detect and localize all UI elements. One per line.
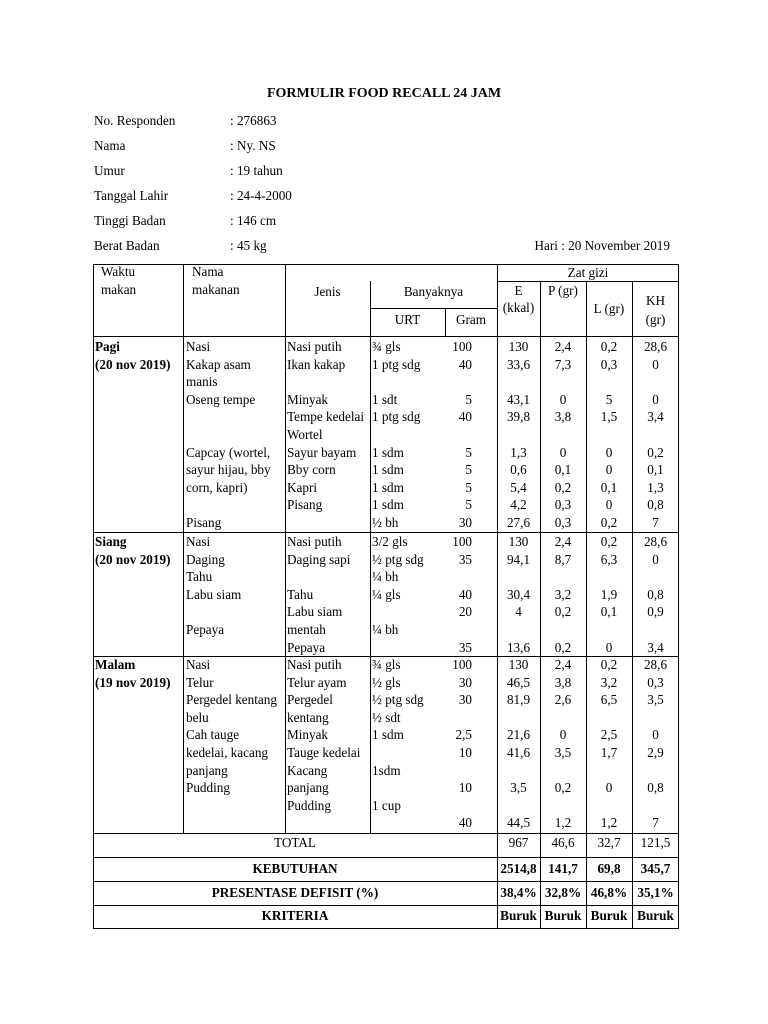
- cell-lemak: 0: [605, 444, 613, 460]
- cell-gram: 30: [458, 692, 472, 708]
- cell-protein: 2,4: [554, 339, 572, 354]
- cell-lemak: 5: [605, 391, 613, 407]
- summary-label: TOTAL: [274, 835, 316, 850]
- cell-gram: 2,5: [455, 727, 472, 743]
- info-value: : 276863: [230, 113, 277, 128]
- cell-nama-makanan: Kakap asam: [186, 356, 251, 372]
- cell-gram: 5: [465, 391, 472, 407]
- cell-jenis: Pudding: [287, 797, 331, 813]
- meal-date-label: (20 nov 2019): [95, 356, 171, 372]
- cell-protein: 0: [559, 727, 567, 743]
- cell-urt: 1 sdm: [372, 444, 404, 460]
- cell-lemak: 0: [605, 780, 613, 796]
- cell-jenis: Pisang: [287, 497, 323, 513]
- cell-gram: 30: [458, 674, 472, 690]
- cell-gram: 10: [458, 780, 472, 796]
- summary-label: KEBUTUHAN: [252, 861, 338, 876]
- cell-lemak: 0,3: [600, 356, 618, 372]
- cell-jenis: Bby corn: [287, 462, 336, 478]
- cell-gram: 40: [458, 409, 472, 425]
- cell-protein: 0,1: [554, 462, 572, 478]
- cell-jenis: Daging sapi: [287, 551, 351, 567]
- cell-protein: 2,6: [554, 692, 572, 708]
- cell-jenis: Kapri: [287, 479, 318, 495]
- summary-lemak: 69,8: [597, 861, 621, 876]
- cell-jenis: kentang: [287, 709, 329, 725]
- cell-protein: 0: [559, 391, 567, 407]
- cell-nama-makanan: corn, kapri): [186, 479, 248, 495]
- cell-jenis: Tempe kedelai: [287, 409, 365, 425]
- cell-gram: 5: [465, 444, 472, 460]
- cell-urt: ½ ptg sdg: [372, 551, 424, 567]
- cell-energi: 43,1: [506, 391, 531, 407]
- cell-energi: 27,6: [506, 515, 531, 530]
- cell-protein: 0,2: [554, 479, 572, 495]
- header-karbohidrat: KH (gr): [645, 293, 666, 327]
- cell-karbohidrat: 0,3: [647, 674, 664, 690]
- cell-urt: 1 sdt: [372, 391, 398, 407]
- cell-protein: 0,2: [554, 780, 572, 796]
- cell-energi: 1,3: [510, 444, 527, 460]
- cell-karbohidrat: 28,6: [643, 339, 668, 354]
- cell-lemak: 0: [605, 639, 613, 655]
- cell-energi: 33,6: [506, 356, 531, 372]
- cell-protein: 0,3: [554, 515, 572, 530]
- cell-jenis: Wortel: [287, 427, 323, 442]
- cell-lemak: 0,1: [600, 604, 618, 620]
- cell-nama-makanan: Pergedel kentang: [186, 692, 277, 708]
- cell-protein: 0: [559, 444, 567, 460]
- cell-urt: 1 cup: [372, 797, 401, 813]
- cell-nama-makanan: manis: [186, 374, 218, 390]
- cell-nama-makanan: Nasi: [186, 657, 211, 672]
- cell-energi: 5,4: [510, 479, 527, 495]
- cell-nama-makanan: sayur hijau, bby: [186, 462, 271, 478]
- cell-urt: ½ bh: [372, 515, 399, 530]
- summary-protein: 32,8%: [544, 885, 582, 900]
- cell-energi: 44,5: [506, 815, 531, 831]
- header-protein: P (gr): [548, 283, 578, 298]
- cell-urt: 1 ptg sdg: [372, 356, 421, 372]
- cell-jenis: Nasi putih: [287, 339, 342, 354]
- cell-urt: ¼ bh: [372, 622, 399, 637]
- cell-karbohidrat: 2,9: [647, 745, 664, 760]
- cell-energi: 94,1: [506, 551, 531, 567]
- cell-gram: 35: [458, 639, 472, 655]
- cell-jenis: Pergedel: [287, 692, 333, 708]
- cell-lemak: 1,9: [600, 586, 618, 602]
- summary-energi: 967: [508, 835, 529, 850]
- cell-energi: 30,4: [506, 586, 531, 602]
- cell-protein: 7,3: [554, 356, 572, 372]
- cell-nama-makanan: Pudding: [186, 780, 230, 796]
- cell-jenis: Minyak: [287, 727, 329, 743]
- cell-karbohidrat: 7: [652, 815, 659, 831]
- cell-gram: 40: [458, 356, 472, 372]
- header-banyaknya: Banyaknya: [403, 284, 464, 299]
- cell-gram: 10: [458, 745, 472, 760]
- cell-karbohidrat: 7: [652, 515, 659, 530]
- cell-protein: 0,2: [554, 604, 572, 620]
- summary-energi: 2514,8: [500, 861, 537, 876]
- cell-urt: 1 sdm: [372, 462, 404, 478]
- meal-date-label: (20 nov 2019): [95, 551, 171, 567]
- cell-lemak: 1,5: [600, 409, 618, 425]
- cell-protein: 3,5: [554, 745, 572, 760]
- cell-gram: 40: [458, 586, 472, 602]
- cell-jenis: panjang: [287, 780, 329, 796]
- cell-nama-makanan: belu: [186, 709, 209, 725]
- cell-lemak: 6,3: [600, 551, 618, 567]
- cell-protein: 1,2: [554, 815, 572, 831]
- cell-protein: 3,8: [554, 409, 572, 425]
- cell-karbohidrat: 0,8: [647, 497, 664, 513]
- cell-nama-makanan: kedelai, kacang: [186, 745, 269, 760]
- cell-karbohidrat: 3,4: [647, 409, 664, 425]
- header-waktu-makan: Waktu makan: [101, 264, 137, 297]
- cell-nama-makanan: Nasi: [186, 534, 211, 549]
- cell-protein: 3,8: [554, 674, 572, 690]
- cell-karbohidrat: 0: [652, 356, 659, 372]
- summary-lemak: 32,7: [597, 835, 621, 850]
- cell-nama-makanan: panjang: [186, 762, 228, 778]
- cell-energi: 130: [508, 657, 529, 672]
- cell-energi: 4,2: [510, 497, 527, 513]
- summary-karbohidrat: 35,1%: [637, 885, 674, 900]
- cell-gram: 5: [465, 479, 472, 495]
- cell-lemak: 2,5: [600, 727, 618, 743]
- summary-label: KRITERIA: [261, 908, 329, 923]
- summary-energi: Buruk: [500, 908, 537, 923]
- cell-energi: 130: [508, 534, 529, 549]
- cell-energi: 81,9: [506, 692, 531, 708]
- header-urt: URT: [394, 312, 421, 327]
- cell-nama-makanan: Capcay (wortel,: [186, 444, 271, 460]
- cell-urt: 3/2 gls: [372, 534, 408, 549]
- cell-lemak: 0,1: [600, 479, 618, 495]
- cell-gram: 40: [458, 815, 472, 831]
- cell-jenis: mentah: [287, 622, 326, 637]
- cell-karbohidrat: 28,6: [643, 534, 668, 549]
- cell-energi: 21,6: [506, 727, 531, 743]
- cell-protein: 2,4: [554, 534, 572, 549]
- cell-urt: ¼ bh: [372, 569, 399, 585]
- cell-karbohidrat: 0: [652, 551, 659, 567]
- cell-gram: 100: [452, 657, 472, 672]
- cell-urt: 1sdm: [372, 762, 401, 778]
- cell-lemak: 0: [605, 462, 613, 478]
- cell-lemak: 0,2: [600, 534, 618, 549]
- cell-lemak: 3,2: [600, 674, 618, 690]
- meal-time-label: Siang: [95, 534, 127, 549]
- cell-nama-makanan: Daging: [186, 551, 225, 567]
- cell-lemak: 1,2: [600, 815, 618, 831]
- summary-protein: 46,6: [551, 835, 575, 850]
- cell-urt: ¾ gls: [372, 339, 401, 354]
- meal-time-label: Malam: [95, 657, 136, 672]
- summary-karbohidrat: Buruk: [637, 908, 674, 923]
- meal-time-label: Pagi: [95, 339, 120, 354]
- cell-lemak: 0,2: [600, 339, 618, 354]
- cell-protein: 0,3: [554, 497, 572, 513]
- cell-gram: 20: [458, 604, 472, 620]
- cell-urt: ¼ gls: [372, 586, 401, 602]
- cell-jenis: Kacang: [287, 762, 328, 778]
- cell-jenis: Ikan kakap: [287, 356, 346, 372]
- cell-nama-makanan: Tahu: [186, 569, 213, 585]
- header-gram: Gram: [455, 312, 487, 327]
- cell-urt: 1 sdm: [372, 497, 404, 513]
- cell-jenis: Labu siam: [287, 604, 343, 620]
- cell-karbohidrat: 28,6: [643, 657, 668, 672]
- info-label: Berat Badan: [94, 238, 160, 253]
- cell-protein: 0,2: [554, 639, 572, 655]
- cell-nama-makanan: Telur: [186, 674, 214, 690]
- cell-nama-makanan: Pepaya: [186, 622, 225, 637]
- cell-karbohidrat: 0,8: [647, 586, 664, 602]
- cell-gram: 100: [452, 534, 472, 549]
- cell-jenis: Pepaya: [287, 639, 326, 655]
- cell-karbohidrat: 3,4: [647, 639, 664, 655]
- cell-jenis: Nasi putih: [287, 534, 342, 549]
- cell-karbohidrat: 0,1: [647, 462, 664, 478]
- cell-urt: ½ ptg sdg: [372, 692, 424, 708]
- header-jenis: Jenis: [314, 284, 341, 299]
- info-label: Tinggi Badan: [94, 213, 166, 228]
- cell-protein: 8,7: [554, 551, 572, 567]
- info-label: Nama: [94, 138, 126, 153]
- summary-lemak: Buruk: [590, 908, 628, 923]
- header-energi: E (kkal): [502, 283, 535, 315]
- cell-energi: 130: [508, 339, 529, 354]
- meal-date-label: (19 nov 2019): [95, 674, 171, 690]
- cell-urt: ½ gls: [372, 674, 401, 690]
- info-value: : 24-4-2000: [230, 188, 292, 203]
- cell-energi: 39,8: [506, 409, 531, 425]
- header-lemak: L (gr): [593, 301, 625, 316]
- cell-energi: 3,5: [510, 780, 527, 796]
- cell-nama-makanan: Nasi: [186, 339, 211, 354]
- cell-lemak: 0,2: [600, 657, 618, 672]
- cell-lemak: 0: [605, 497, 613, 513]
- cell-gram: 100: [452, 339, 472, 354]
- info-value: : 19 tahun: [230, 163, 283, 178]
- cell-karbohidrat: 0,8: [647, 780, 664, 796]
- summary-lemak: 46,8%: [590, 885, 628, 900]
- cell-karbohidrat: 0: [652, 727, 659, 743]
- cell-karbohidrat: 0,9: [647, 604, 664, 620]
- cell-lemak: 0,2: [600, 515, 618, 530]
- cell-urt: 1 sdm: [372, 479, 404, 495]
- summary-energi: 38,4%: [500, 885, 537, 900]
- info-value: : 45 kg: [230, 238, 267, 253]
- cell-jenis: Minyak: [287, 391, 329, 407]
- cell-karbohidrat: 0: [652, 391, 659, 407]
- cell-nama-makanan: Cah tauge: [186, 727, 240, 743]
- cell-jenis: Nasi putih: [287, 657, 342, 672]
- cell-gram: 5: [465, 497, 472, 513]
- info-label: No. Responden: [94, 113, 176, 128]
- summary-karbohidrat: 345,7: [640, 861, 671, 876]
- cell-urt: 1 sdm: [372, 727, 404, 743]
- cell-energi: 4: [515, 604, 522, 620]
- info-label: Umur: [94, 163, 125, 178]
- cell-urt: ½ sdt: [372, 709, 401, 725]
- cell-jenis: Sayur bayam: [287, 444, 357, 460]
- cell-gram: 5: [465, 462, 472, 478]
- cell-lemak: 6,5: [600, 692, 618, 708]
- info-label: Tanggal Lahir: [94, 188, 169, 203]
- cell-karbohidrat: 3,5: [647, 692, 664, 708]
- cell-energi: 0,6: [510, 462, 527, 478]
- cell-gram: 35: [458, 551, 472, 567]
- summary-protein: Buruk: [544, 908, 582, 923]
- cell-nama-makanan: Oseng tempe: [186, 391, 256, 407]
- form-title: FORMULIR FOOD RECALL 24 JAM: [266, 86, 502, 101]
- header-nama-makanan: Nama makanan: [192, 264, 240, 297]
- cell-jenis: Telur ayam: [287, 674, 347, 690]
- cell-energi: 41,6: [506, 745, 531, 760]
- cell-lemak: 1,7: [600, 745, 618, 760]
- day-date: Hari : 20 November 2019: [534, 238, 670, 253]
- cell-protein: 2,4: [554, 657, 572, 672]
- info-value: : Ny. NS: [230, 138, 276, 153]
- summary-label: PRESENTASE DEFISIT (%): [211, 885, 379, 900]
- cell-karbohidrat: 0,2: [647, 444, 664, 460]
- info-value: : 146 cm: [230, 213, 277, 228]
- cell-protein: 3,2: [554, 586, 572, 602]
- cell-karbohidrat: 1,3: [647, 479, 664, 495]
- cell-nama-makanan: Pisang: [186, 515, 222, 530]
- cell-energi: 13,6: [506, 639, 531, 655]
- cell-urt: ¾ gls: [372, 657, 401, 672]
- cell-energi: 46,5: [506, 674, 531, 690]
- cell-nama-makanan: Labu siam: [186, 586, 242, 602]
- cell-jenis: Tahu: [287, 586, 314, 602]
- summary-karbohidrat: 121,5: [640, 835, 671, 850]
- cell-gram: 30: [458, 515, 472, 530]
- cell-jenis: Tauge kedelai: [287, 745, 361, 760]
- header-zat-gizi: Zat gizi: [567, 265, 609, 280]
- cell-urt: 1 ptg sdg: [372, 409, 421, 425]
- summary-protein: 141,7: [548, 861, 578, 876]
